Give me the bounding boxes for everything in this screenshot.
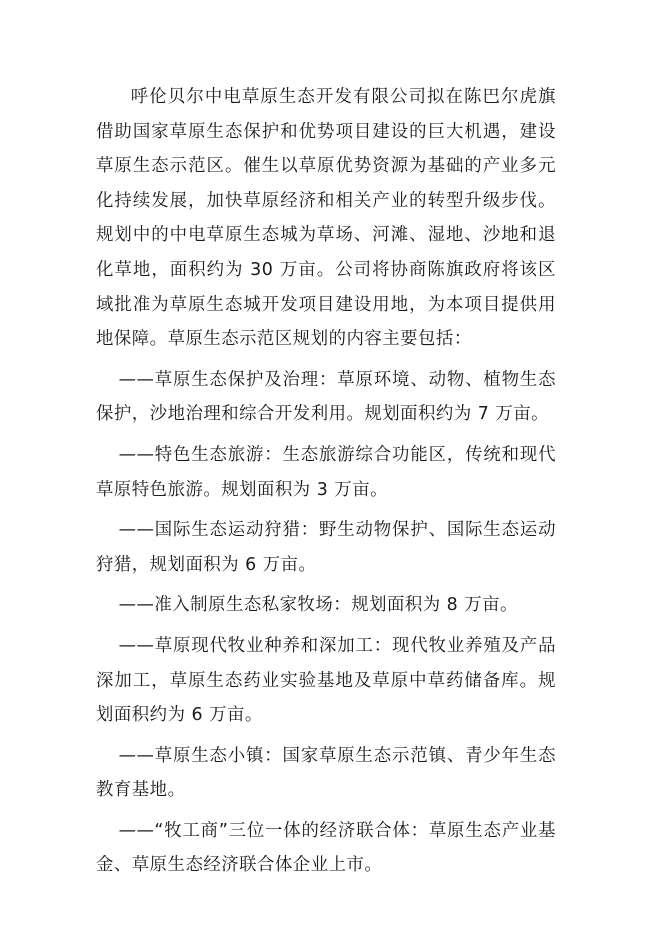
document-body <box>96 80 556 883</box>
intro-paragraph: 呼伦贝尔中电草原生态开发有限公司拟在陈巴尔虎旗借助国家草原生态保护和优势项目建设的巨大机遇，建设草原生态示范区。催生以草原优势资源为基础的产业多元化持续发展，加快草原经济和相关产业的转型升级步伐。规划中的中电草原生态城为草场、河滩、湿地、沙地和退化草地，面积约为 30 万亩。公司将协商陈旗政府将该区域批准为草原生态城开发项目建设用地，为本项目提供用地保障。草原生态示范区规划的内容主要包括： <box>96 87 556 350</box>
plan-item-economic-union: ——“牧工商”三位一体的经济联合体：草原生态产业基金、草原生态经济联合体企业上市。 <box>96 820 556 876</box>
plan-item-eco-tourism: ——特色生态旅游：生态旅游综合功能区，传统和现代草原特色旅游。规划面积为 3 万亩。 <box>96 444 556 500</box>
plan-item-ecological-protection: ——草原生态保护及治理：草原环境、动物、植物生态保护，沙地治理和综合开发利用。规划面积约为 7 万亩。 <box>96 369 556 425</box>
plan-item-eco-town: ——草原生态小镇：国家草原生态示范镇、青少年生态教育基地。 <box>96 745 556 801</box>
plan-item-sport-hunting: ——国际生态运动狩猎：野生动物保护、国际生态运动狩猎，规划面积为 6 万亩。 <box>96 520 556 575</box>
plan-item-modern-husbandry: ——草原现代牧业种养和深加工：现代牧业养殖及产品深加工，草原生态药业实验基地及草原中草药储备库。规划面积约为 6 万亩。 <box>96 635 556 726</box>
plan-item-private-ranch: ——准入制原生态私家牧场：规划面积为 8 万亩。 <box>118 595 518 616</box>
